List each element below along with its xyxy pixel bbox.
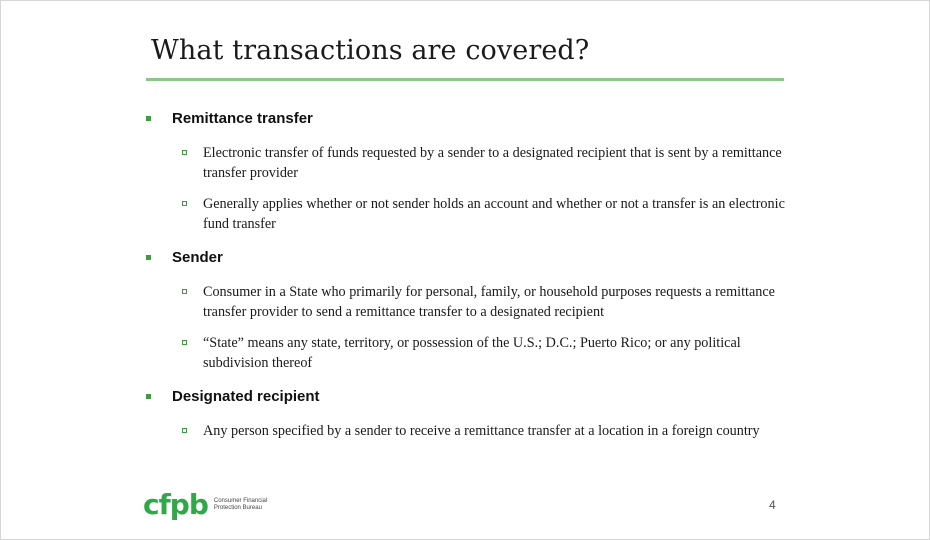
logo-org-name	[214, 498, 267, 512]
square-bullet-icon	[146, 394, 151, 399]
list-item	[146, 421, 786, 441]
hollow-square-bullet-icon	[182, 340, 187, 345]
list-item	[146, 143, 786, 183]
hollow-square-bullet-icon	[182, 289, 187, 294]
section-heading-remittance-transfer	[146, 109, 786, 129]
list-item-text: Generally applies whether or not sender holds an account and whether or not a transfer is an electronic fund transfer	[203, 196, 785, 232]
list-item-text: Any person specified by a sender to receive a remittance transfer at a location in a foreign country	[203, 423, 760, 439]
list-item-text: “State” means any state, territory, or possession of the U.S.; D.C.; Puerto Rico; or any political subdivision thereof	[203, 335, 741, 371]
hollow-square-bullet-icon	[182, 428, 187, 433]
title-divider	[146, 78, 784, 81]
cfpb-logo	[143, 488, 268, 521]
section-heading-designated-recipient	[146, 387, 786, 407]
section-heading-text: Designated recipient	[172, 388, 320, 405]
list-item-text: Electronic transfer of funds requested by a sender to a designated recipient that is sent by a remittance transfer provider	[203, 145, 782, 181]
logo-org-line2: Protection Bureau	[213, 505, 262, 511]
list-item	[146, 194, 786, 234]
square-bullet-icon	[146, 116, 151, 121]
slide-content	[146, 109, 786, 441]
section-heading-sender	[146, 248, 786, 268]
section-heading-text: Sender	[172, 249, 223, 266]
square-bullet-icon	[146, 255, 151, 260]
list-item-text: Consumer in a State who primarily for personal, family, or household purposes requests a remittance transfer provider to send a remittance transfer to a designated recipient	[203, 284, 775, 320]
logo-wordmark: cfpb	[143, 488, 208, 521]
list-item	[146, 333, 786, 373]
hollow-square-bullet-icon	[182, 150, 187, 155]
logo-org-line1: Consumer Financial	[213, 498, 268, 504]
section-heading-text: Remittance transfer	[172, 110, 313, 127]
slide-title: What transactions are covered?	[151, 35, 590, 66]
list-item	[146, 282, 786, 322]
hollow-square-bullet-icon	[182, 201, 187, 206]
page-number: 4	[769, 498, 776, 512]
